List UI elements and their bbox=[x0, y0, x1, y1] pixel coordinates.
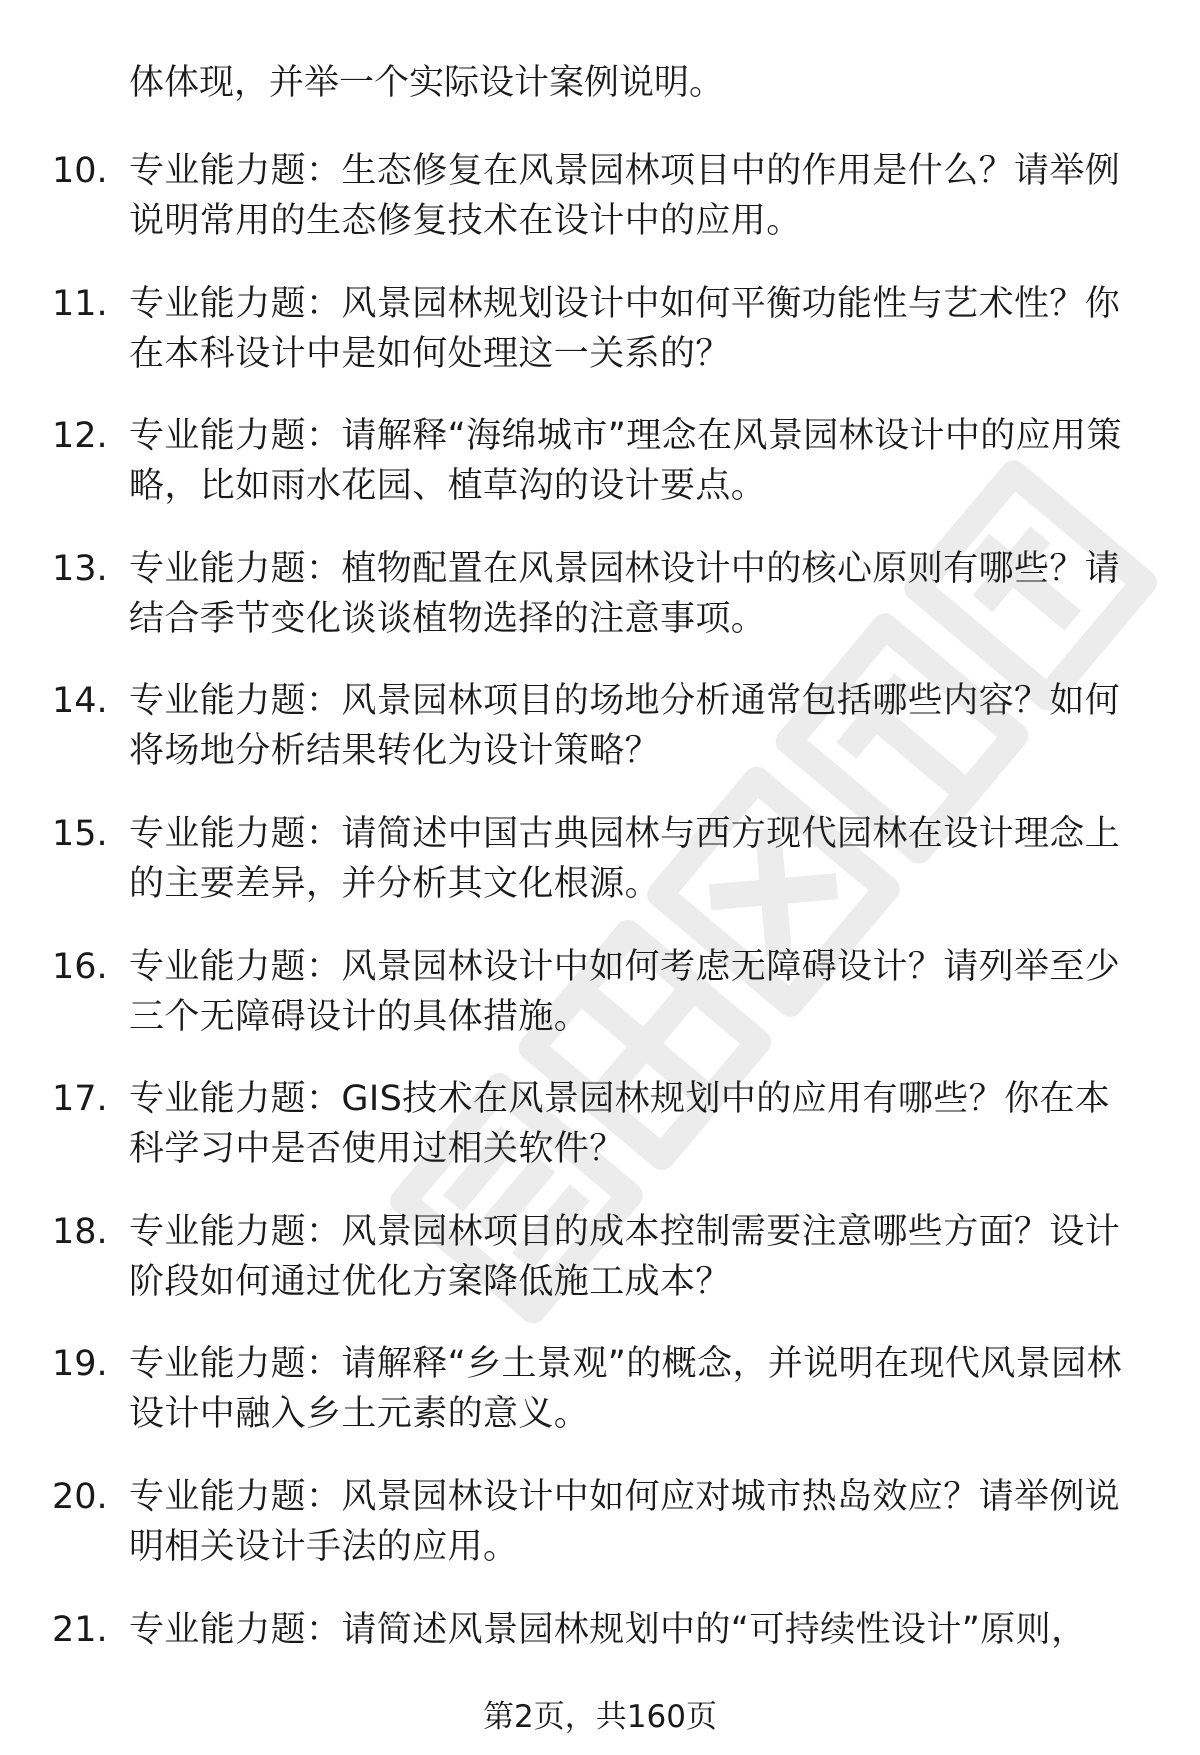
question-number: 17. bbox=[52, 1079, 108, 1120]
question-number: 18. bbox=[52, 1211, 108, 1252]
question-item bbox=[0, 411, 1200, 544]
question-item bbox=[0, 146, 1200, 279]
question-item bbox=[0, 676, 1200, 809]
page-footer: 第2页，共160页 bbox=[483, 1699, 717, 1735]
question-text: 专业能力题：请解释“乡土景观”的概念，并说明在现代风景园林设计中融入乡土元素的意义。 bbox=[129, 1344, 1122, 1435]
question-text: 专业能力题：风景园林项目的成本控制需要注意哪些方面？设计阶段如何通过优化方案降低施工成本？ bbox=[129, 1211, 1121, 1302]
question-number: 21. bbox=[52, 1609, 108, 1650]
question-item bbox=[0, 279, 1200, 412]
question-text: 专业能力题：风景园林规划设计中如何平衡功能性与艺术性？你在本科设计中是如何处理这一关系的？ bbox=[129, 283, 1121, 374]
question-number: 20. bbox=[52, 1476, 108, 1517]
question-number: 19. bbox=[52, 1344, 108, 1385]
question-item bbox=[0, 942, 1200, 1075]
question-text: 专业能力题：请简述风景园林规划中的“可持续性设计”原则， bbox=[129, 1609, 1087, 1650]
question-list bbox=[0, 146, 1200, 1737]
question-item bbox=[0, 1207, 1200, 1340]
question-item bbox=[0, 544, 1200, 677]
question-item bbox=[0, 1472, 1200, 1605]
question-number: 12. bbox=[52, 416, 108, 457]
question-number: 15. bbox=[52, 813, 108, 854]
question-text: 专业能力题：生态修复在风景园林项目中的作用是什么？请举例说明常用的生态修复技术在设计中的应用。 bbox=[129, 151, 1121, 241]
question-text: 专业能力题：GIS技术在风景园林规划中的应用有哪些？你在本科学习中是否使用过相关软件？ bbox=[129, 1079, 1111, 1170]
question-number: 11. bbox=[52, 283, 108, 324]
question-text: 专业能力题：风景园林项目的场地分析通常包括哪些内容？如何将场地分析结果转化为设计策略？ bbox=[129, 681, 1121, 772]
continuation-line: 体体现，并举一个实际设计案例说明。 bbox=[129, 63, 725, 103]
question-number: 10. bbox=[52, 151, 108, 191]
question-text: 专业能力题：请解释“海绵城市”理念在风景园林设计中的应用策略，比如雨水花园、植草沟的设计要点。 bbox=[129, 416, 1122, 507]
question-text: 专业能力题：植物配置在风景园林设计中的核心原则有哪些？请结合季节变化谈谈植物选择的注意事项。 bbox=[129, 548, 1121, 639]
question-number: 13. bbox=[52, 548, 108, 589]
question-number: 14. bbox=[52, 681, 108, 722]
question-item bbox=[0, 1074, 1200, 1207]
question-item bbox=[0, 1339, 1200, 1472]
question-text: 专业能力题：请简述中国古典园林与西方现代园林在设计理念上的主要差异，并分析其文化根源。 bbox=[129, 813, 1121, 904]
question-number: 16. bbox=[52, 946, 108, 987]
question-text: 专业能力题：风景园林设计中如何应对城市热岛效应？请举例说明相关设计手法的应用。 bbox=[129, 1476, 1121, 1567]
question-text: 专业能力题：风景园林设计中如何考虑无障碍设计？请列举至少三个无障碍设计的具体措施。 bbox=[129, 946, 1121, 1037]
question-item bbox=[0, 809, 1200, 942]
